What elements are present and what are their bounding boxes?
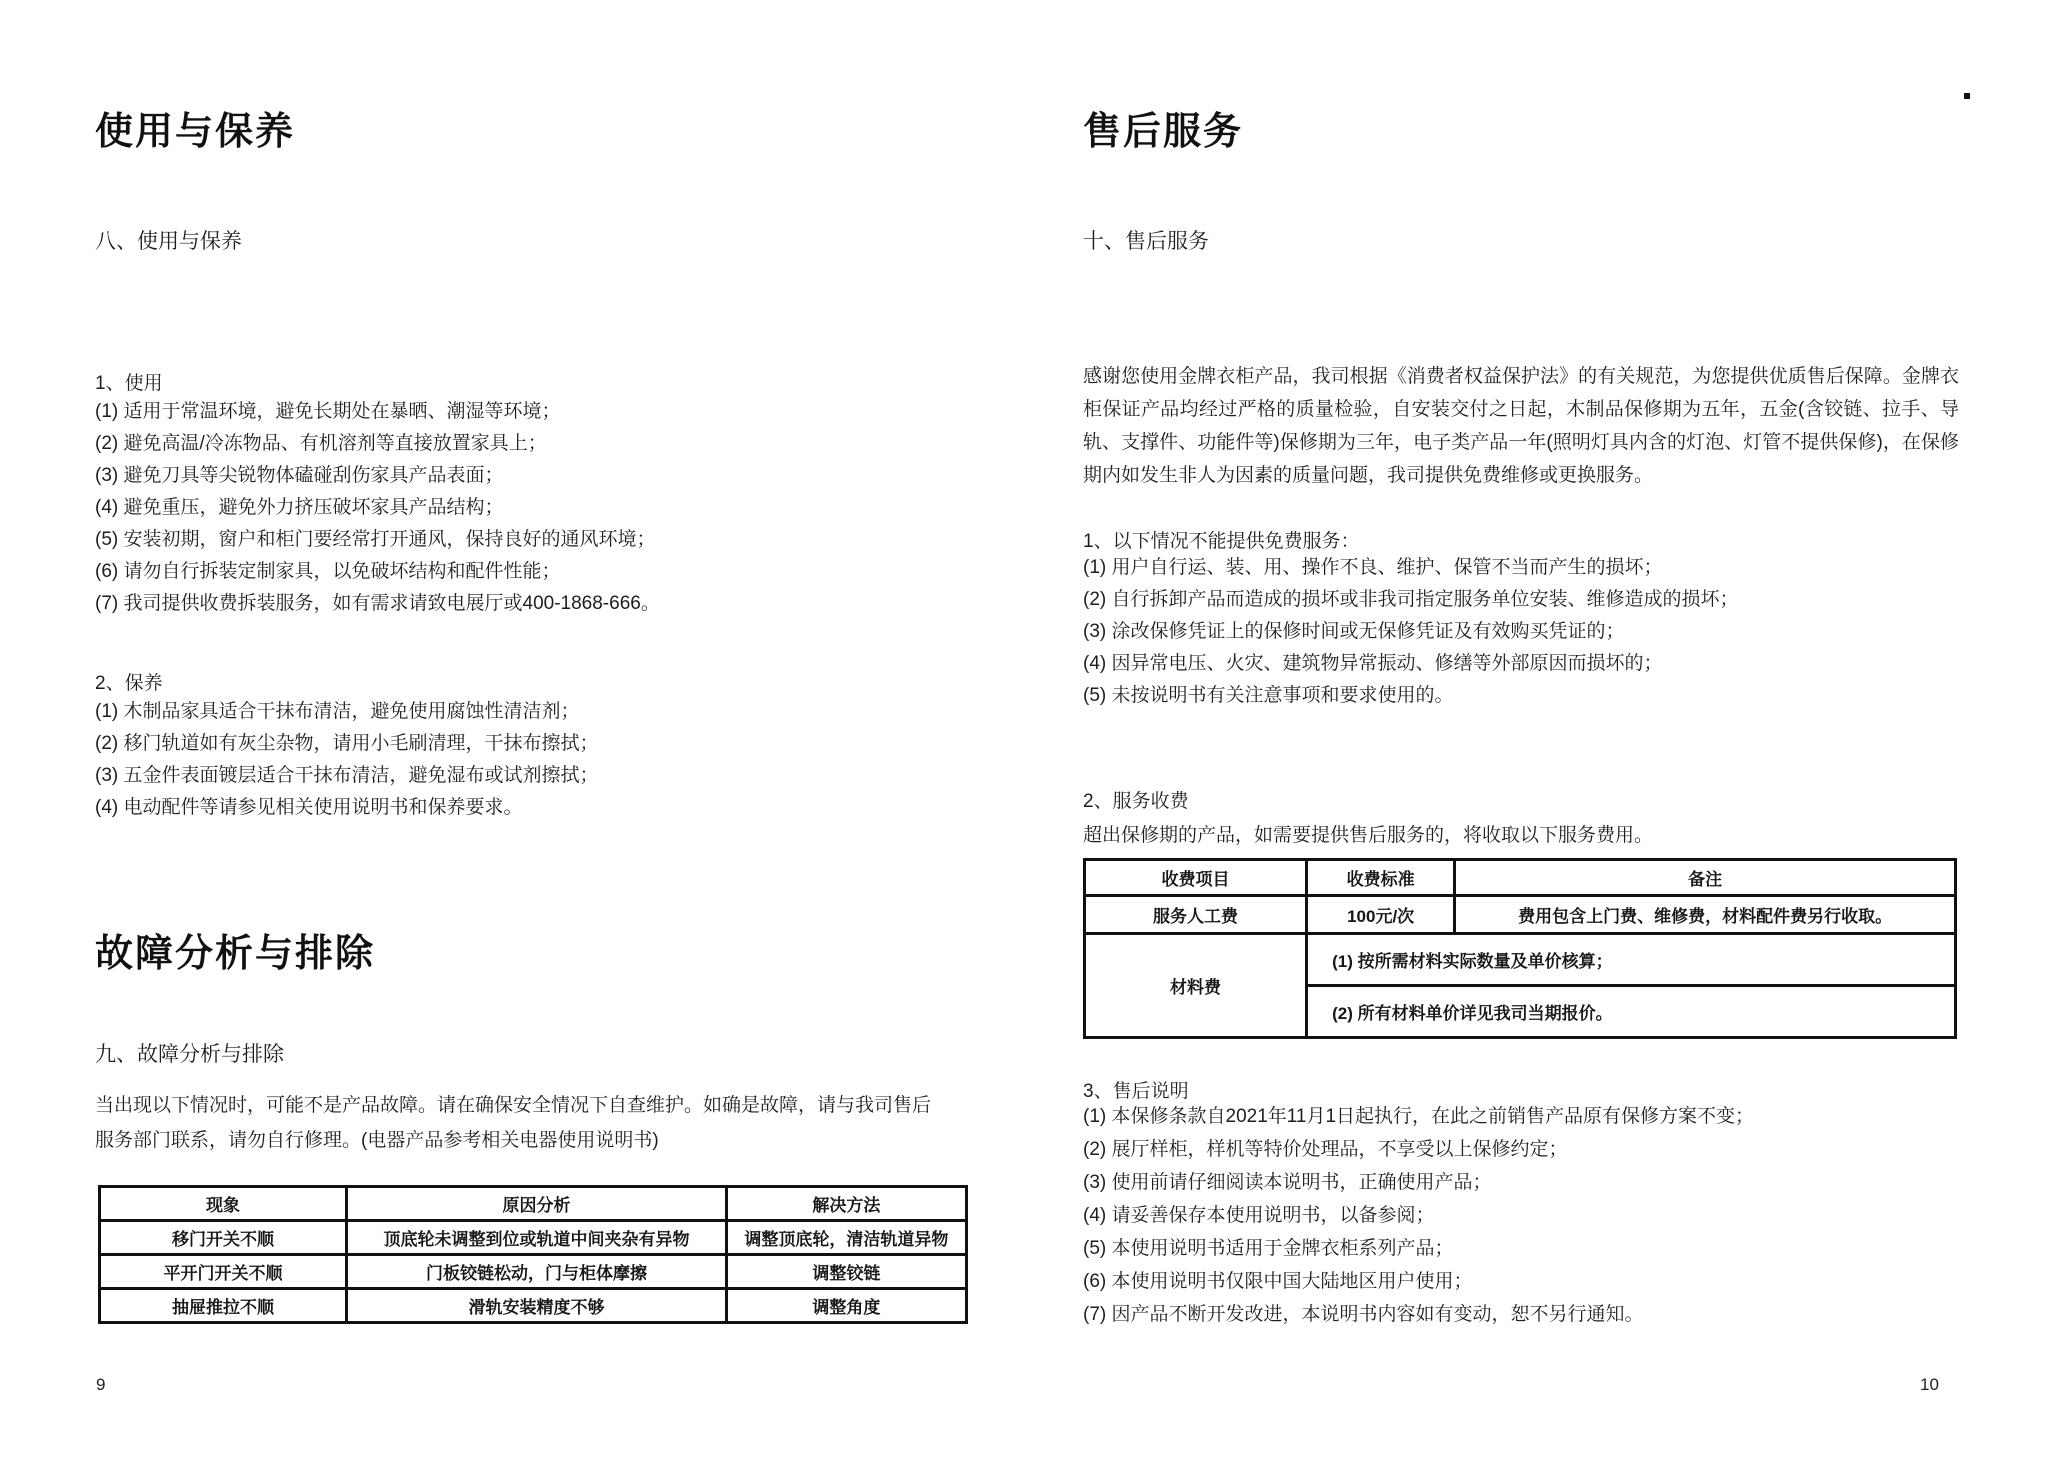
left-page-title: 使用与保养 bbox=[95, 111, 296, 153]
column-header: 备注 bbox=[1455, 860, 1956, 896]
column-header: 原因分析 bbox=[347, 1187, 727, 1221]
table-row bbox=[1085, 896, 1956, 934]
table-row bbox=[100, 1221, 967, 1255]
table-cell: 顶底轮未调整到位或轨道中间夹杂有异物 bbox=[347, 1221, 727, 1255]
table-cell: 调整角度 bbox=[726, 1289, 966, 1323]
table-cell: 服务人工费 bbox=[1085, 896, 1307, 934]
column-header: 解决方法 bbox=[726, 1187, 966, 1221]
column-header: 收费项目 bbox=[1085, 860, 1307, 896]
list-item: (3) 涂改保修凭证上的保修时间或无保修凭证及有效购买凭证的； bbox=[1083, 621, 1625, 642]
no-free-service-heading: 1、以下情况不能提供免费服务： bbox=[1083, 531, 1360, 552]
table-cell: 抽屉推拉不顺 bbox=[100, 1289, 347, 1323]
left-page-number: 9 bbox=[96, 1375, 106, 1394]
right-page-number: 10 bbox=[1920, 1375, 1939, 1394]
troubleshooting-title: 故障分析与排除 bbox=[95, 933, 376, 975]
list-item: (3) 使用前请仔细阅读本说明书，正确使用产品； bbox=[1083, 1172, 1492, 1193]
table-cell: 调整铰链 bbox=[726, 1255, 966, 1289]
list-item: (5) 本使用说明书适用于金牌衣柜系列产品； bbox=[1083, 1238, 1454, 1259]
list-item: (4) 避免重压，避免外力挤压破坏家具产品结构； bbox=[95, 497, 504, 518]
list-item: (4) 电动配件等请参见相关使用说明书和保养要求。 bbox=[95, 797, 523, 818]
list-item: (7) 因产品不断开发改进，本说明书内容如有变动，恕不另行通知。 bbox=[1083, 1304, 1644, 1325]
list-item: (4) 因异常电压、火灾、建筑物异常振动、修缮等外部原因而损坏的； bbox=[1083, 653, 1663, 674]
table-cell: 滑轨安装精度不够 bbox=[347, 1289, 727, 1323]
list-item: (2) 自行拆卸产品而造成的损坏或非我司指定服务单位安装、维修造成的损坏； bbox=[1083, 589, 1739, 610]
column-header: 现象 bbox=[100, 1187, 347, 1221]
troubleshooting-intro: 当出现以下情况时，可能不是产品故障。请在确保安全情况下自查维护。如确是故障，请与我司售后服务部门联系，请勿自行修理。(电器产品参考相关电器使用说明书) bbox=[95, 1095, 932, 1151]
list-item: (1) 木制品家具适合干抹布清洁，避免使用腐蚀性清洁剂； bbox=[95, 701, 580, 722]
list-item: (6) 本使用说明书仅限中国大陆地区用户使用； bbox=[1083, 1271, 1473, 1292]
list-item: (7) 我司提供收费拆装服务，如有需求请致电展厅或400-1868-666。 bbox=[95, 593, 660, 614]
service-fee-table bbox=[1083, 858, 1957, 1039]
after-sales-intro: 感谢您使用金牌衣柜产品，我司根据《消费者权益保护法》的有关规范，为您提供优质售后保障。金牌衣柜保证产品均经过严格的质量检验，自安装交付之日起，木制品保修期为五年，五金(含铰链、拉手、导轨、支撑件、功能件等)保修期为三年，电子类产品一年(照明灯具内含的灯泡、灯管不提供保修)，在保修期内如发生非人为因素的质量问题，我司提供免费维修或更换服务。 bbox=[1083, 366, 1959, 486]
use-subheading: 1、使用 bbox=[95, 373, 163, 394]
table-cell: 移门开关不顺 bbox=[100, 1221, 347, 1255]
list-item: (2) 展厅样柜，样机等特价处理品，不享受以上保修约定； bbox=[1083, 1139, 1568, 1160]
troubleshooting-table bbox=[98, 1185, 968, 1324]
list-item: (4) 请妥善保存本使用说明书，以备参阅； bbox=[1083, 1205, 1435, 1226]
list-item: (5) 安装初期，窗户和柜门要经常打开通风，保持良好的通风环境； bbox=[95, 529, 656, 550]
care-subheading: 2、保养 bbox=[95, 673, 163, 694]
list-item: (2) 避免高温/冷冻物品、有机溶剂等直接放置家具上； bbox=[95, 433, 547, 454]
table-row bbox=[1085, 934, 1956, 986]
table-cell: 调整顶底轮，清洁轨道异物 bbox=[726, 1221, 966, 1255]
table-header-row bbox=[1085, 860, 1956, 896]
table-row bbox=[100, 1289, 967, 1323]
table-cell: (2) 所有材料单价详见我司当期报价。 bbox=[1307, 986, 1956, 1038]
table-cell: 材料费 bbox=[1085, 934, 1307, 1038]
table-row bbox=[100, 1255, 967, 1289]
table-cell: 平开门开关不顺 bbox=[100, 1255, 347, 1289]
care-list bbox=[95, 696, 599, 824]
list-item: (1) 本保修条款自2021年11月1日起执行，在此之前销售产品原有保修方案不变； bbox=[1083, 1106, 1755, 1127]
list-item: (1) 适用于常温环境，避免长期处在暴晒、潮湿等环境； bbox=[95, 401, 561, 422]
list-item: (3) 五金件表面镀层适合干抹布清洁，避免湿布或试剂擦拭； bbox=[95, 765, 599, 786]
list-item: (6) 请勿自行拆装定制家具，以免破坏结构和配件性能； bbox=[95, 561, 561, 582]
table-cell: 费用包含上门费、维修费，材料配件费另行收取。 bbox=[1455, 896, 1956, 934]
right-section-heading: 十、售后服务 bbox=[1083, 230, 1209, 253]
list-item: (5) 未按说明书有关注意事项和要求使用的。 bbox=[1083, 685, 1454, 706]
table-cell: 门板铰链松动，门与柜体摩擦 bbox=[347, 1255, 727, 1289]
use-list bbox=[95, 396, 660, 620]
no-free-service-list bbox=[1083, 552, 1739, 712]
after-sale-notes-list bbox=[1083, 1100, 1754, 1331]
table-header-row bbox=[100, 1187, 967, 1221]
after-sale-notes-heading: 3、售后说明 bbox=[1083, 1081, 1189, 1102]
list-item: (2) 移门轨道如有灰尘杂物，请用小毛刷清理，干抹布擦拭； bbox=[95, 733, 599, 754]
table-cell: (1) 按所需材料实际数量及单价核算； bbox=[1307, 934, 1956, 986]
right-page-title: 售后服务 bbox=[1083, 111, 1244, 153]
service-fee-intro: 超出保修期的产品，如需要提供售后服务的，将收取以下服务费用。 bbox=[1083, 825, 1654, 846]
list-item: (1) 用户自行运、装、用、操作不良、维护、保管不当而产生的损坏； bbox=[1083, 557, 1663, 578]
print-artifact-dot bbox=[1964, 93, 1970, 99]
troubleshooting-section-heading: 九、故障分析与排除 bbox=[95, 1043, 284, 1066]
left-section-heading: 八、使用与保养 bbox=[95, 230, 242, 253]
list-item: (3) 避免刀具等尖锐物体磕碰刮伤家具产品表面； bbox=[95, 465, 504, 486]
column-header: 收费标准 bbox=[1307, 860, 1455, 896]
service-fee-heading: 2、服务收费 bbox=[1083, 791, 1189, 812]
table-cell: 100元/次 bbox=[1307, 896, 1455, 934]
